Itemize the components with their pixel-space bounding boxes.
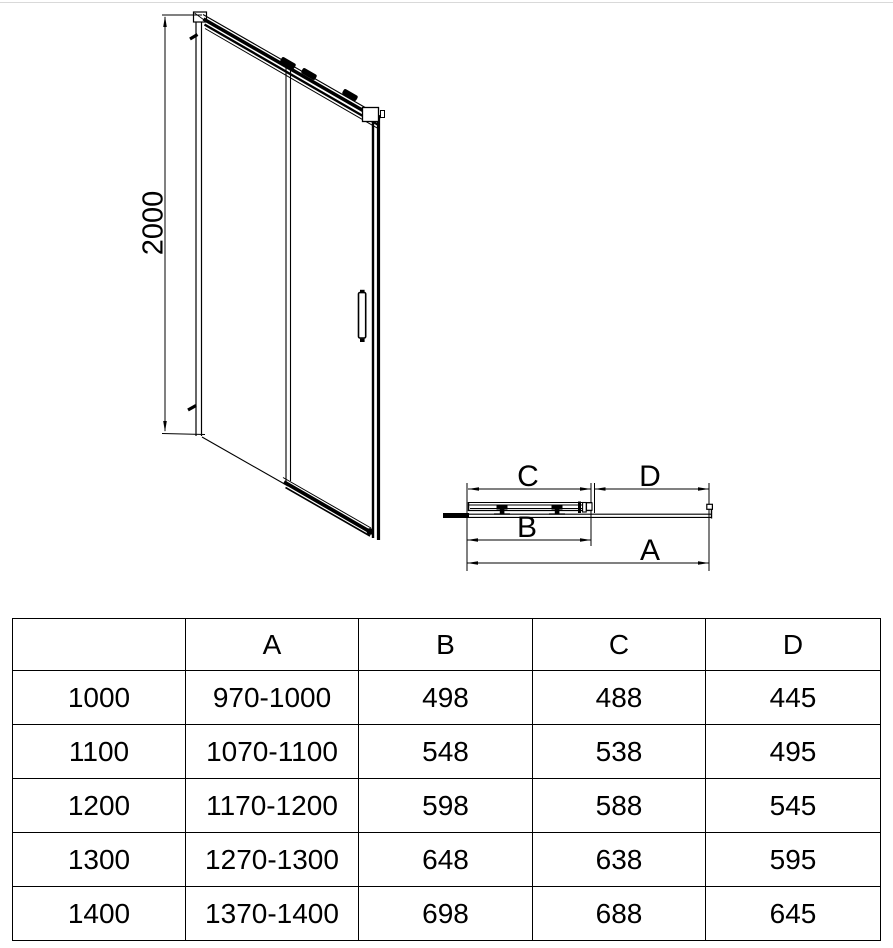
cell-d: 645 <box>706 887 881 941</box>
cell-b: 498 <box>359 671 533 725</box>
table-row <box>13 725 881 779</box>
table-row <box>13 671 881 725</box>
dim-d-label: D <box>639 460 661 493</box>
arrowhead-right <box>580 538 591 542</box>
dimension-c <box>468 460 591 493</box>
header-a: A <box>186 619 359 671</box>
header-b: B <box>359 619 533 671</box>
bottom-rail <box>283 478 373 537</box>
roller-carriage-plan <box>549 505 565 514</box>
header-c: C <box>533 619 706 671</box>
cell-size: 1100 <box>13 725 186 779</box>
height-dimension <box>138 15 206 435</box>
fixed-panel-plan <box>443 504 712 518</box>
cell-b: 598 <box>359 779 533 833</box>
dimension-a <box>467 534 709 567</box>
dim-b-label: B <box>516 511 538 544</box>
arrowhead-up <box>163 16 167 27</box>
table-row <box>13 833 881 887</box>
cell-size: 1000 <box>13 671 186 725</box>
arrowhead-left <box>595 487 606 491</box>
dim-a-label: A <box>639 534 661 567</box>
cell-c: 688 <box>533 887 706 941</box>
dim-c-label: C <box>517 460 539 493</box>
arrowhead-left <box>467 538 478 542</box>
cell-a: 970-1000 <box>186 671 359 725</box>
table-header-row <box>13 619 881 671</box>
cell-c: 488 <box>533 671 706 725</box>
cell-a: 1070-1100 <box>186 725 359 779</box>
arrowhead-right <box>580 487 591 491</box>
front-view-drawing <box>138 12 385 540</box>
cell-a: 1370-1400 <box>186 887 359 941</box>
roller-carriage-plan <box>494 505 510 514</box>
cell-c: 588 <box>533 779 706 833</box>
dimension-b <box>467 511 591 544</box>
arrowhead-right <box>698 561 709 565</box>
wall-profile-plan <box>443 513 469 518</box>
cell-a: 1270-1300 <box>186 833 359 887</box>
size-table <box>12 618 881 941</box>
cell-size: 1400 <box>13 887 186 941</box>
cell-c: 538 <box>533 725 706 779</box>
cell-d: 595 <box>706 833 881 887</box>
header-size <box>13 619 186 671</box>
cell-b: 548 <box>359 725 533 779</box>
arrowhead-down <box>163 421 167 432</box>
dimension-d <box>595 460 710 493</box>
cell-b: 648 <box>359 833 533 887</box>
plan-view-drawing <box>443 460 712 571</box>
arrowhead-left <box>468 487 479 491</box>
table-row <box>13 779 881 833</box>
cell-size: 1300 <box>13 833 186 887</box>
cell-d: 445 <box>706 671 881 725</box>
cell-size: 1200 <box>13 779 186 833</box>
cell-c: 638 <box>533 833 706 887</box>
table-row <box>13 887 881 941</box>
left-wall-profile <box>188 12 207 436</box>
glass-panel-edges <box>202 65 291 486</box>
cell-a: 1170-1200 <box>186 779 359 833</box>
cell-b: 698 <box>359 887 533 941</box>
cell-d: 495 <box>706 725 881 779</box>
end-cap-plan <box>707 504 713 509</box>
cell-d: 545 <box>706 779 881 833</box>
height-dimension-label: 2000 <box>137 190 170 256</box>
end-bracket <box>578 502 586 514</box>
arrowhead-right <box>698 487 709 491</box>
arrowhead-left <box>467 561 478 565</box>
header-d: D <box>706 619 881 671</box>
top-rail <box>203 15 380 129</box>
door-handle <box>359 290 366 342</box>
extension-lines <box>467 483 709 571</box>
